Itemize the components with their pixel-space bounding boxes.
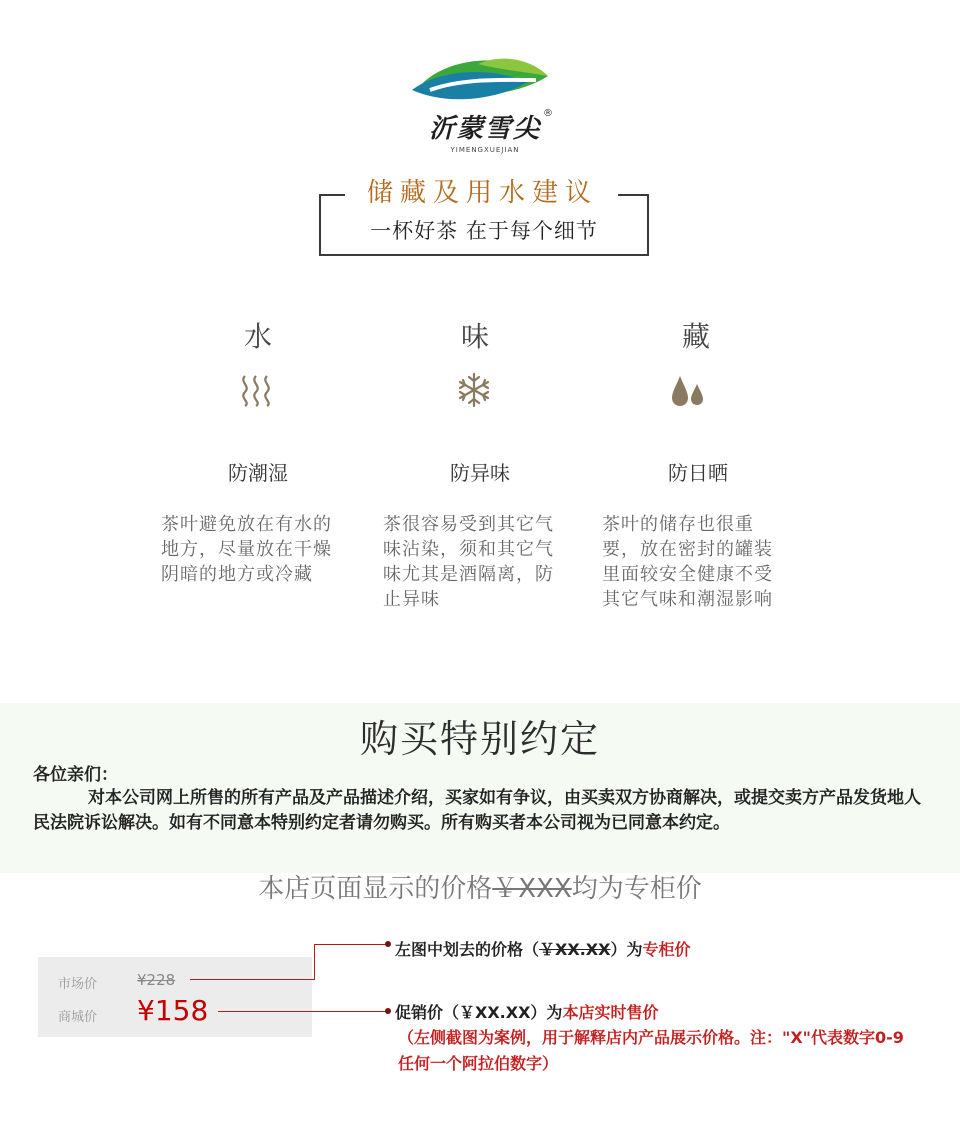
column-head-storage: 藏 <box>681 320 710 353</box>
brand-logo-leaf <box>408 50 553 110</box>
connector-line-market <box>190 979 315 980</box>
annotation-promo-price <box>395 1000 658 1023</box>
mall-price-label: 商城价 <box>58 1010 98 1025</box>
price-title-prefix: 本店页面显示的价格 <box>258 874 493 904</box>
connector-dot-market <box>385 941 391 947</box>
annotation2-prefix: 促销价（￥XX.XX）为 <box>395 1003 563 1022</box>
agreement-title: 购买特别约定 <box>359 717 600 761</box>
market-price-value: ¥228 <box>137 971 176 989</box>
registered-mark: ® <box>543 108 553 119</box>
annotation1-prefix: 左图中划去的价格（ <box>395 940 540 959</box>
agreement-text: 对本公司网上所售的所有产品及产品描述介绍，买家如有争议，由买卖双方协商解决，或提交卖方产品发货地人民法院诉讼解决。如有不同意本特别约定者请勿购买。所有购买者本公司视为已同意本约定。 <box>33 788 921 833</box>
column-body-odor: 茶很容易受到其它气味沾染，须和其它气味尤其是酒隔离，防止异味 <box>383 514 554 610</box>
connector-line-mall <box>218 1011 386 1012</box>
steam-icon <box>237 370 277 410</box>
column-body-moisture: 茶叶避免放在有水的地方，尽量放在干燥阴暗的地方或冷藏 <box>161 514 332 585</box>
annotation-strikethrough-price <box>395 937 690 960</box>
annotation1-highlight: 专柜价 <box>642 940 691 959</box>
price-title-suffix: 均为专柜价 <box>571 874 702 904</box>
agreement-greeting: 各位亲们： <box>33 765 118 785</box>
column-body-sunlight: 茶叶的储存也很重要，放在密封的罐装里面较安全健康不受其它气味和潮湿影响 <box>602 514 773 610</box>
snowflake-icon <box>454 370 494 410</box>
column-head-smell: 味 <box>460 320 489 353</box>
annotation1-mid: ）为 <box>610 940 643 959</box>
annotation-note: （左侧截图为案例，用于解释店内产品展示价格。注："X"代表数字0-9任何一个阿拉伯数字） <box>398 1028 904 1073</box>
mall-price-value: ¥158 <box>137 994 209 1027</box>
price-title-struck: ￥XXX <box>492 874 572 904</box>
annotation1-struck: ￥XX.XX <box>539 940 611 959</box>
column-title-odor: 防异味 <box>450 461 510 485</box>
connector-dot-mall <box>385 1008 391 1014</box>
market-price-label: 市场价 <box>58 977 98 992</box>
annotation2-highlight: 本店实时售价 <box>562 1003 659 1022</box>
droplets-icon <box>668 370 708 410</box>
connector-line-market-top <box>314 944 386 945</box>
price-section-title <box>0 868 960 905</box>
column-head-water: 水 <box>243 320 272 353</box>
column-title-moisture: 防潮湿 <box>228 461 288 485</box>
column-title-sunlight: 防日晒 <box>668 461 728 485</box>
banner-subtitle: 一杯好茶 在于每个细节 <box>370 219 598 243</box>
brand-logo-pinyin: YIMENGXUEJIAN <box>450 146 520 154</box>
connector-line-market-vertical <box>314 944 315 980</box>
banner-title: 储藏及用水建议 <box>366 178 598 208</box>
brand-logo-text: 沂蒙雪尖 <box>428 114 541 144</box>
